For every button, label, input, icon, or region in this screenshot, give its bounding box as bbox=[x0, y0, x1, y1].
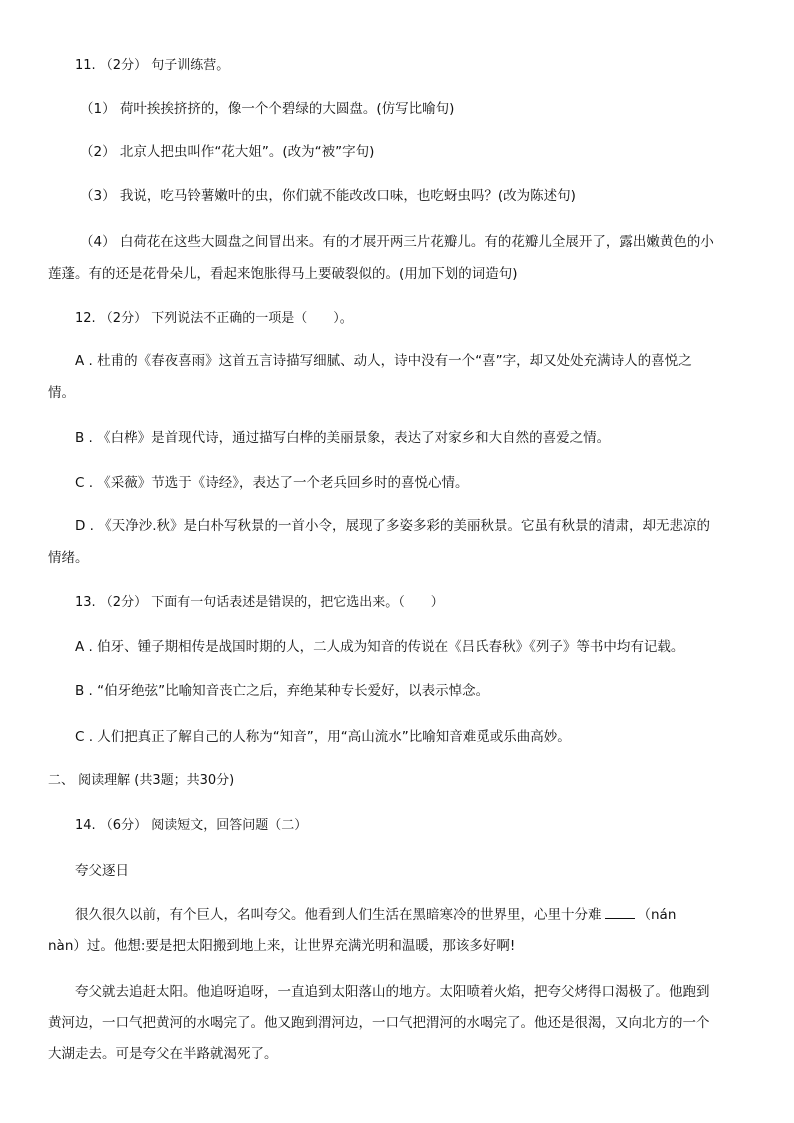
passage-paragraph-2-line-2: 黄河边，一口气把黄河的水喝完了。他又跑到渭河边，一口气把渭河的水喝完了。他还是很渴，又向北方的一个 bbox=[48, 1015, 710, 1031]
q12-option-d-line-2: 情绪。 bbox=[48, 550, 89, 566]
q11-sentence-1: （1） 荷叶挨挨挤挤的，像一个个碧绿的大圆盘。(仿写比喻句) bbox=[80, 101, 455, 117]
passage-paragraph-2-line-1: 夸父就去追赶太阳。他追呀追呀，一直追到太阳落山的地方。太阳喷着火焰，把夸父烤得口渴极了。他跑到 bbox=[75, 984, 710, 1000]
q12-option-a-line-2: 情。 bbox=[48, 385, 75, 401]
passage-paragraph-2-line-3: 大湖走去。可是夸父在半路就渴死了。 bbox=[48, 1046, 278, 1062]
q11-sentence-3: （3） 我说，吃马铃薯嫩叶的虫，你们就不能改改口味，也吃蚜虫吗？(改为陈述句) bbox=[80, 188, 576, 204]
q12-option-a-line-1: A . 杜甫的《春夜喜雨》这首五言诗描写细腻、动人，诗中没有一个“喜”字，却又处处充满诗人的喜悦之 bbox=[75, 353, 692, 369]
passage-paragraph-1-line-1 bbox=[75, 906, 676, 924]
q12-header: 12. （2分） 下列说法不正确的一项是（ ）。 bbox=[75, 311, 353, 326]
q11-sentence-2: （2） 北京人把虫叫作“花大姐”。(改为“被”字句) bbox=[80, 144, 375, 160]
q13-option-a: A . 伯牙、锺子期相传是战国时期的人，二人成为知音的传说在《吕氏春秋》《列子》等书中均有记载。 bbox=[75, 639, 685, 655]
q12-option-b: B . 《白桦》是首现代诗，通过描写白桦的美丽景象，表达了对家乡和大自然的喜爱之情。 bbox=[75, 430, 611, 446]
answer-blank[interactable] bbox=[605, 906, 635, 919]
q12-option-d-line-1: D . 《天净沙.秋》是白朴写秋景的一首小令，展现了多姿多彩的美丽秋景。它虽有秋景的清肃，却无悲凉的 bbox=[75, 518, 711, 534]
passage-paragraph-1-line-2: nàn）过。他想:要是把太阳搬到地上来，让世界充满光明和温暖，那该多好啊! bbox=[48, 938, 516, 954]
q13-option-c: C . 人们把真正了解自己的人称为“知音”，用“高山流水”比喻知音难觅或乐曲高妙。 bbox=[75, 729, 571, 745]
section-heading: 二、 阅读理解 (共3题；共30分) bbox=[48, 773, 235, 788]
q11-sentence-4-line-1: （4） 白荷花在这些大圆盘之间冒出来。有的才展开两三片花瓣儿。有的花瓣儿全展开了，露出嫩黄色的小 bbox=[80, 234, 714, 250]
q12-option-c: C . 《采薇》节选于《诗经》，表达了一个老兵回乡时的喜悦心情。 bbox=[75, 475, 469, 491]
pinyin-option: （nán bbox=[637, 907, 677, 923]
q13-option-b: B . “伯牙绝弦”比喻知音丧亡之后，弃绝某种专长爱好，以表示悼念。 bbox=[75, 683, 490, 699]
q13-header: 13. （2分） 下面有一句话表述是错误的，把它选出来。（ ） bbox=[75, 595, 444, 610]
q11-sentence-4-line-2: 莲蓬。有的还是花骨朵儿，看起来饱胀得马上要破裂似的。(用加下划的词造句) bbox=[48, 266, 518, 282]
passage-text: 很久很久以前，有个巨人，名叫夸父。他看到人们生活在黑暗寒冷的世界里，心里十分难 bbox=[75, 907, 602, 923]
passage-title: 夸父逐日 bbox=[75, 863, 129, 879]
q11-header: 11. （2分） 句子训练营。 bbox=[75, 58, 230, 73]
q14-header: 14. （6分） 阅读短文，回答问题（二） bbox=[75, 818, 308, 833]
